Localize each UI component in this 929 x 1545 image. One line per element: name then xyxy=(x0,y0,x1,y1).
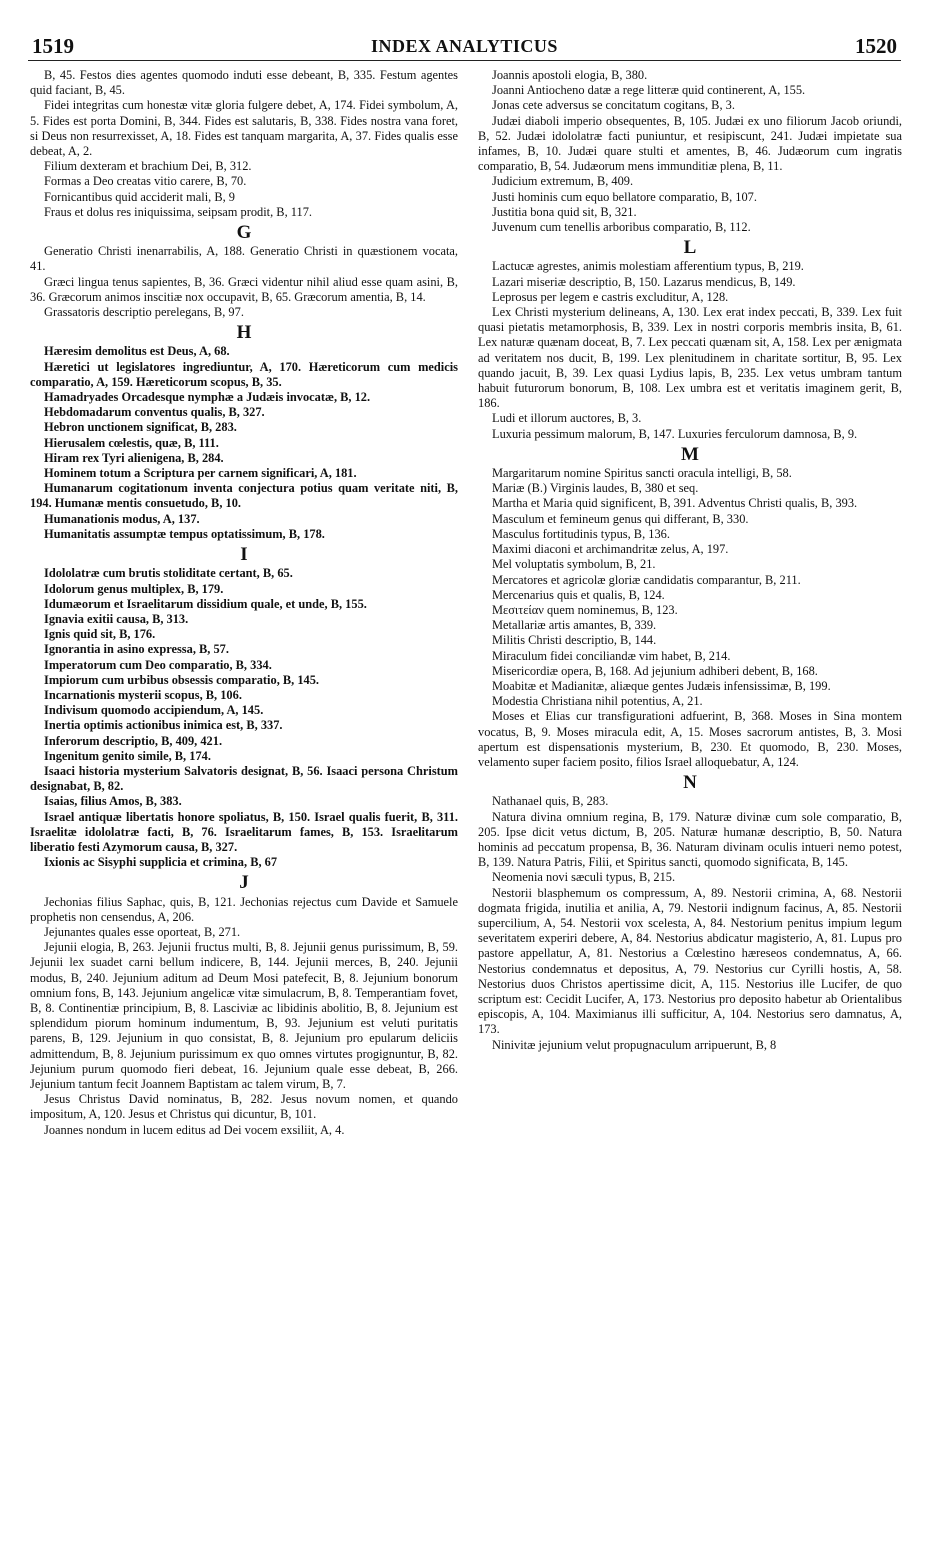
section-l-entries xyxy=(478,259,902,441)
section-h-entries xyxy=(30,344,458,542)
index-entry: Jesus Christus David nominatus, B, 282. Jesus novum nomen, et quando impositum, A, 120. Jesus et Christus qui dicuntur, B, 101. xyxy=(30,1092,458,1122)
index-entry: Lex Christi mysterium delineans, A, 130. Lex erat index peccati, B, 339. Lex fuit quasi pietatis metamorphosis, B, 339. Lex in nostri corporis membris insita, B, 61. Lex naturæ quænam doceat, B, 7. Lex peccati quænam sit, A, 158. Lex per ænigmata ad veritatem nos ducit, B, 199. Lex plenitudinem in charitate sortitur, B, 95. Lex quando jacuit, B, 39. Lex quasi Lydius lapis, B, 235. Lex vetus umbram tantum habuit futurorum bonorum, B, 108. Lex umbra est et veritatis imaginem gerit, B, 186. xyxy=(478,305,902,411)
section-letter-l: L xyxy=(683,237,697,259)
index-entry: Idololatræ cum brutis stoliditate certant, B, 65. xyxy=(44,566,293,581)
index-entry: Metallariæ artis amantes, B, 339. xyxy=(492,618,657,633)
index-entry: Israel antiquæ libertatis honore spoliatus, B, 150. Israel qualis fuerit, B, 311. Israelitæ idololatræ facti, B, 76. Israelitarum fames, B, 153. Israelitarum liberatio festi Azymorum causa, B, 327. xyxy=(30,809,458,854)
index-entry: Idumæorum et Israelitarum dissidium quale, et unde, B, 155. xyxy=(44,596,367,611)
index-entry: Impiorum cum urbibus obsessis comparatio, B, 145. xyxy=(44,672,320,687)
index-entry: Μεσιτείαν quem nominemus, B, 123. xyxy=(492,602,678,617)
index-entry: Hæretici ut legislatores ingrediuntur, A, 170. Hæreticorum cum medicis comparatio, A, 159. Hæreticorum scopus, B, 35. xyxy=(30,359,458,389)
index-entry: Hebdomadarum conventus qualis, B, 327. xyxy=(44,405,265,420)
index-entry: Imperatorum cum Deo comparatio, B, 334. xyxy=(44,657,272,672)
section-j-continued-entries xyxy=(478,68,902,235)
index-entry: Hominem totum a Scriptura per carnem significari, A, 181. xyxy=(44,466,357,481)
index-entry: Misericordiæ opera, B, 168. Ad jejunium adhiberi debent, B, 168. xyxy=(492,663,818,678)
index-entry: Fornicantibus quid acciderit mali, B, 9 xyxy=(44,189,235,204)
section-letter-j: J xyxy=(239,872,249,894)
section-i-entries xyxy=(30,566,458,870)
section-g-entries xyxy=(30,244,458,320)
index-entry: Judæi diaboli imperio obsequentes, B, 105. Judæi ex uno filiorum Jacob oriundi, B, 52. Judæi idololatræ facti puniuntur, et resipiscunt, 241. Judæi impietate sua infames, B, 10. Judæi quare stulti et amentes, B, 46. Judæorum cum ingratis comparatio, B, 54. Judæorum mens immunditiæ plena, B, 11. xyxy=(478,113,902,174)
section-f-entries xyxy=(30,68,458,220)
section-m-entries xyxy=(478,466,902,770)
index-entry: Nestorii blasphemum os compressum, A, 89. Nestorii crimina, A, 68. Nestorii dogmata frigida, inutilia et anilia, A, 79. Nestorii indignum facinus, A, 85. Nestorii supercilium, A, 54. Nestorii vox scelesta, A, 84. Nestorium penitus impium legum severitatem experiri debere, A, 84. Nestorius abdicatur magisterio, A, 81. Lupus pro pastore appellatur, A, 81. Nestorius a Cœlestino hæreseos condemnatus, A, 66. Nestorius condemnatus et depositus, A, 79. Nestorius cur Cyrilli hostis, A, 58. Nestorius duos Christos apertissime dicit, A, 115. Nestorius ille Lucifer, de quo scriptum est: Cecidit Lucifer, A, 173. Nestorius pro deposito habetur ab Orientalibus episcopis, A, 104. Maximianus illi sufficitur, A, 104. Nestorius sero damnatus, A, 173. xyxy=(478,885,902,1037)
index-entry: Maximi diaconi et archimandritæ zelus, A, 197. xyxy=(492,542,729,557)
index-entry: Ingenitum genito simile, B, 174. xyxy=(44,748,211,763)
section-letter-h: H xyxy=(236,322,252,344)
left-column xyxy=(30,68,458,1537)
index-entry: Mariæ (B.) Virginis laudes, B, 380 et seq. xyxy=(492,481,699,496)
section-n-entries xyxy=(478,794,902,1052)
index-entry: Ixionis ac Sisyphi supplicia et crimina, B, 67 xyxy=(44,855,278,870)
index-entry: Nathanael quis, B, 283. xyxy=(492,794,609,809)
index-entry: Idolorum genus multiplex, B, 179. xyxy=(44,581,224,596)
index-entry: Modestia Christiana nihil potentius, A, 21. xyxy=(492,694,703,709)
index-entry: Isaias, filius Amos, B, 383. xyxy=(44,794,182,809)
index-entry: Natura divina omnium regina, B, 179. Naturæ divinæ cum sole comparatio, B, 205. Ipse dicit vetus dictum, B, 205. Naturæ humanæ descriptio, B, 50. Natura hominis ad peccatum propensa, B, 36. Naturam divinam oculis intueri nemo potest, B, 139. Natura Patris, Filii, et Spiritus sancti, quomodo significata, B, 145. xyxy=(478,809,902,870)
right-column-number: 1520 xyxy=(855,34,897,58)
index-entry: Judicium extremum, B, 409. xyxy=(492,174,634,189)
index-entry: Inferorum descriptio, B, 409, 421. xyxy=(44,733,223,748)
index-entry: Inertia optimis actionibus inimica est, B, 337. xyxy=(44,718,283,733)
index-entry: Isaaci historia mysterium Salvatoris designat, B, 56. Isaaci persona Christum designabat, B, 82. xyxy=(30,763,458,794)
section-letter-m: M xyxy=(681,443,699,465)
left-column-number: 1519 xyxy=(32,34,74,58)
index-entry: Masculus fortitudinis typus, B, 136. xyxy=(492,526,670,541)
index-entry: Joanni Antiocheno datæ a rege litteræ quid continerent, A, 155. xyxy=(492,83,806,98)
index-entry: Justi hominis cum equo bellatore comparatio, B, 107. xyxy=(492,189,757,204)
index-entry: Martha et Maria quid significent, B, 391. Adventus Christi qualis, B, 393. xyxy=(492,496,858,511)
index-entry: Incarnationis mysterii scopus, B, 106. xyxy=(44,687,242,702)
index-entry: Mercenarius quis et qualis, B, 124. xyxy=(492,587,665,602)
index-entry: Miraculum fidei conciliandæ vim habet, B, 214. xyxy=(492,648,731,663)
index-entry: Ignorantia in asino expressa, B, 57. xyxy=(44,642,229,657)
index-entry: Moses et Elias cur transfigurationi adfuerint, B, 368. Moses in Sina montem vocatus, B, 9. Moses miracula edit, A, 15. Moses sacrorum antistes, B, 3. Mosi apertum est dispensationis mysterium, B, 230. Et quomodo, B, 230. Moses, velamento super faciem posito, filios Israel alloquebatur, A, 124. xyxy=(478,709,902,769)
index-entry: Jechonias filius Saphac, quis, B, 121. Jechonias rejectus cum Davide et Samuele prophetis non censendus, A, 206. xyxy=(30,894,458,924)
index-entry: Mel voluptatis symbolum, B, 21. xyxy=(492,557,656,572)
right-column xyxy=(478,68,902,1537)
index-entry: Ludi et illorum auctores, B, 3. xyxy=(492,411,642,426)
index-entry: Ignavia exitii causa, B, 313. xyxy=(44,611,189,626)
section-j-entries xyxy=(30,895,458,1138)
index-entry: Justitia bona quid sit, B, 321. xyxy=(492,204,637,219)
index-entry: Neomenia novi sæculi typus, B, 215. xyxy=(492,870,676,885)
index-entry: Joannis apostoli elogia, B, 380. xyxy=(492,68,648,82)
index-entry: Ignis quid sit, B, 176. xyxy=(44,627,156,642)
index-entry: Leprosus per legem e castris excluditur, A, 128. xyxy=(492,289,729,304)
index-entry: Ninivitæ jejunium velut propugnaculum arripuerunt, B, 8 xyxy=(492,1037,777,1052)
running-title: INDEX ANALYTICUS xyxy=(371,36,558,56)
index-entry: Jejunantes quales esse oporteat, B, 271. xyxy=(44,924,241,939)
index-entry: Filium dexteram et brachium Dei, B, 312. xyxy=(44,159,252,174)
index-entry: Fidei integritas cum honestæ vitæ gloria fulgere debet, A, 174. Fidei symbolum, A, 5. Fides est porta Domini, B, 344. Fides est salutaris, B, 338. Fides nostra vana foret, si Deus non resurrexisset, A, 18. Fides est tanquam margarita, A, 37. Fides qualis esse debeat, A, 2. xyxy=(30,98,458,159)
index-entry: Joannes nondum in lucem editus ad Dei vocem exsiliit, A, 4. xyxy=(44,1122,345,1137)
index-entry: Masculum et femineum genus qui differant, B, 330. xyxy=(492,511,749,526)
index-entry: Hierusalem cœlestis, quæ, B, 111. xyxy=(44,435,219,450)
index-entry: Humanarum cogitationum inventa conjectura potius quam veritate niti, B, 194. Humanæ mentis consuetudo, B, 10. xyxy=(30,481,458,511)
index-entry: Græci lingua tenus sapientes, B, 36. Græci videntur nihil aliud esse quam asini, B, 36. Græcorum animos inscitiæ nox occupavit, B, 65. Græcorum amentia, B, 14. xyxy=(30,274,458,304)
index-entry: Moabitæ et Madianitæ, aliæque gentes Judæis infensissimæ, B, 199. xyxy=(492,678,831,693)
index-entry: Luxuria pessimum malorum, B, 147. Luxuries ferculorum damnosa, B, 9. xyxy=(492,426,858,441)
index-entry: Hamadryades Orcadesque nymphæ a Judæis invocatæ, B, 12. xyxy=(44,390,371,405)
index-entry: Generatio Christi inenarrabilis, A, 188. Generatio Christi in quæstionem vocata, 41. xyxy=(30,244,458,274)
index-entry: Formas a Deo creatas vitio carere, B, 70. xyxy=(44,174,247,189)
index-entry: Lactucæ agrestes, animis molestiam afferentium typus, B, 219. xyxy=(492,259,804,274)
index-entry: Jejunii elogia, B, 263. Jejunii fructus multi, B, 8. Jejunii genus purissimum, B, 59. Jejunii lex suadet carni bellum indicere, B, 144. Jejunii merces, B, 240. Jejunii modus, B, 240. Jejunium aditum ad Deum Mosi patefecit, B, 8. Jejunium bonorum omnium fons, B, 143. Jejunium angelicæ vitæ simulacrum, B, 8. Temperantiam fovet, B, 8. Continentiæ principium, B, 8. Lasciviæ ac libidinis abolitio, B, 8. Jejunium est splendidum piorum hominum indumentum, B, 93. Jejunium est veluti puritatis parens, B, 129. Jejunium in quo consistat, B, 8. Jejunium pro epularum deliciis admittendum, B, 8. Jejunium purissimum ex quo omnes virtutes progignuntur, B, 82. Jejunium purum quomodo fieri debeat, 16. Jejunium quale esse debeat, B, 266. Jejunium tantum fecit Joannem Baptistam ac talem virum, B, 7. xyxy=(30,940,458,1091)
section-letter-g: G xyxy=(236,222,252,244)
index-entry: B, 45. Festos dies agentes quomodo induti esse debeant, B, 335. Festum agentes quid faciant, B, 45. xyxy=(30,68,458,98)
section-letter-i: I xyxy=(240,544,248,566)
index-entry: Margaritarum nomine Spiritus sancti oracula intelligi, B, 58. xyxy=(492,466,792,481)
index-entry: Fraus et dolus res iniquissima, seipsam prodit, B, 117. xyxy=(44,204,312,219)
index-entry: Indivisum quomodo accipiendum, A, 145. xyxy=(44,703,264,718)
index-entry: Hiram rex Tyri alienigena, B, 284. xyxy=(44,450,224,465)
index-entry: Grassatoris descriptio perelegans, B, 97. xyxy=(44,305,244,320)
section-letter-n: N xyxy=(683,772,697,794)
index-entry: Juvenum cum tenellis arboribus comparatio, B, 112. xyxy=(492,220,751,235)
index-entry: Humanationis modus, A, 137. xyxy=(44,511,200,526)
index-entry: Militis Christi descriptio, B, 144. xyxy=(492,633,657,648)
page-header xyxy=(28,30,901,61)
index-entry: Hæresim demolitus est Deus, A, 68. xyxy=(44,344,230,359)
index-entry: Humanitatis assumptæ tempus optatissimum, B, 178. xyxy=(44,526,325,541)
index-entry: Mercatores et agricolæ gloriæ candidatis comparantur, B, 211. xyxy=(492,572,801,587)
index-entry: Lazari miseriæ descriptio, B, 150. Lazarus mendicus, B, 149. xyxy=(492,274,796,289)
index-entry: Hebron unctionem significat, B, 283. xyxy=(44,420,237,435)
index-entry: Jonas cete adversus se concitatum cogitans, B, 3. xyxy=(492,98,735,113)
